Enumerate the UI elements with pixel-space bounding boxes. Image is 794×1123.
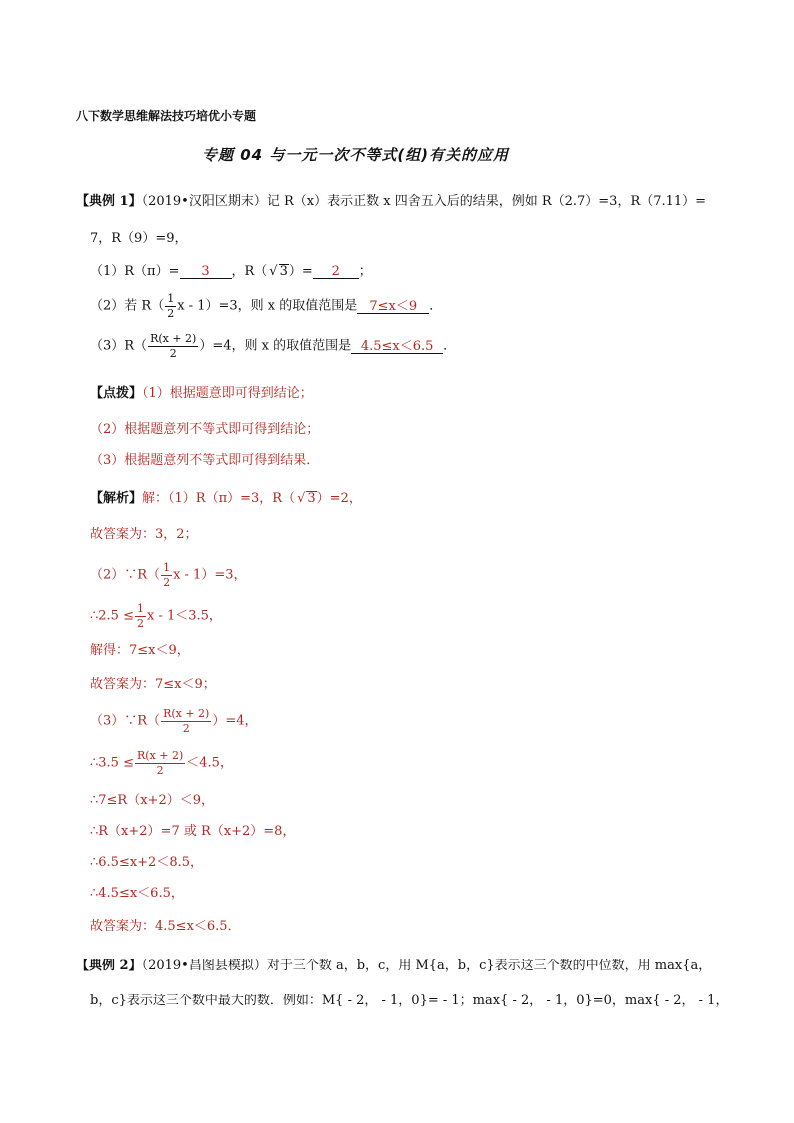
solution-line6: 故答案为：7≤x＜9； — [90, 677, 216, 692]
solution-l7-pre: （3）∵R（ — [90, 713, 161, 729]
solution-l3-fraction — [161, 562, 172, 588]
example1-q1 — [90, 264, 372, 279]
l4-frac-num: 1 — [136, 602, 144, 615]
q1-prefix: （1）R（π）= — [90, 264, 180, 279]
solution-line11: ∴6.5≤x+2＜8.5， — [90, 855, 204, 870]
q2-frac-num: 1 — [167, 292, 175, 305]
solution-line1 — [90, 491, 362, 505]
q1-mid: ，R（ — [231, 264, 268, 279]
hint-line1 — [90, 387, 313, 400]
l7-frac-num: R(x + 2) — [163, 707, 210, 720]
q1-end: ； — [358, 264, 372, 279]
solution-l7-post: ）=4， — [212, 713, 258, 729]
example1-intro: 记 R（x）表示正数 x 四舍五入后的结果，例如 R（2.7）=3，R（7.11）= — [266, 194, 707, 209]
q2-end: ． — [429, 298, 443, 314]
q3-frac-num: R(x + 2) — [150, 332, 197, 345]
l3-frac-num: 1 — [163, 561, 171, 574]
solution-l8-fraction — [135, 750, 185, 776]
solution-l1-pre: 解：（1）R（π）=3，R（ — [142, 491, 296, 506]
q3-answer: 4.5≤x＜6.5 — [351, 340, 443, 354]
hint-line3: （3）根据题意列不等式即可得到结果． — [90, 453, 320, 468]
l8-frac-den: 2 — [156, 763, 164, 777]
q2-frac-den: 2 — [167, 306, 175, 320]
l3-frac-den: 2 — [163, 575, 171, 589]
l8-frac-num: R(x + 2) — [136, 749, 184, 762]
q3-frac-den: 2 — [169, 346, 177, 360]
solution-l1-sqrt: 3 — [307, 491, 316, 506]
solution-line2: 故答案为：3，2； — [90, 527, 198, 542]
solution-l4-post: x - 1＜3.5， — [146, 608, 222, 624]
solution-l7-fraction — [161, 708, 211, 734]
solution-line9: ∴7≤R（x+2）＜9， — [90, 793, 214, 808]
q2-answer: 7≤x＜9 — [357, 300, 429, 314]
solution-line4 — [90, 603, 222, 629]
l4-frac-den: 2 — [136, 616, 144, 630]
example2-text1: 对于三个数 a，b，c，用 M{a，b，c}表示这三个数的中位数，用 max{a， — [266, 959, 712, 972]
q1-sqrt-value: 3 — [279, 264, 288, 279]
q1-answer1: 3 — [180, 265, 232, 279]
sqrt-icon: √ — [269, 264, 278, 279]
solution-line13: 故答案为：4.5≤x＜6.5． — [90, 919, 241, 934]
solution-l4-fraction — [135, 603, 146, 629]
hint-tag: 【点拨】 — [90, 386, 143, 401]
q3-end: ． — [443, 338, 457, 354]
example1-line1 — [76, 195, 706, 208]
q3-after: ）=4，则 x 的取值范围是 — [199, 338, 352, 354]
hint-line2: （2）根据题意列不等式即可得到结论； — [90, 422, 320, 437]
solution-line12: ∴4.5≤x＜6.5， — [90, 886, 184, 901]
solution-l4-pre: ∴2.5 ≤ — [90, 608, 134, 624]
page-title: 专题 04 与一元一次不等式(组)有关的应用 — [202, 146, 510, 164]
solution-line3 — [90, 562, 247, 588]
example2-source: （2019•昌图县模拟） — [141, 959, 267, 972]
q3-fraction — [148, 333, 198, 359]
solution-l1-post: ）=2， — [316, 491, 362, 506]
example1-q3 — [90, 333, 456, 359]
solution-l3-pre: （2）∵R（ — [90, 567, 161, 583]
solution-l8-pre: ∴3.5 ≤ — [90, 755, 134, 771]
example2-tag: 【典例 2】 — [76, 959, 142, 972]
q2-fraction — [165, 293, 176, 319]
hint-text1: （1）根据题意即可得到结论； — [142, 386, 313, 401]
solution-line10: ∴R（x+2）=7 或 R（x+2）=8， — [90, 824, 296, 839]
sqrt-icon: √ — [297, 491, 306, 506]
example1-source: （2019•汉阳区期末） — [141, 194, 267, 209]
series-header: 八下数学思维解法技巧培优小专题 — [76, 109, 257, 123]
q3-prefix: （3）R（ — [90, 338, 148, 354]
q2-after: x - 1）=3，则 x 的取值范围是 — [177, 298, 358, 314]
example1-q2 — [90, 293, 442, 319]
solution-line8 — [90, 750, 233, 776]
example2-line1 — [76, 959, 736, 972]
example2-line2: b，c}表示这三个数中最大的数．例如：M{ - 2， - 1，0}= - 1；max{ - 2， - 1，0}=0，max{ - 2， - 1， — [90, 994, 729, 1007]
example1-intro2: 7，R（9）=9， — [90, 231, 188, 246]
solution-line7 — [90, 708, 258, 734]
l7-frac-den: 2 — [182, 721, 190, 735]
solution-l3-post: x - 1）=3， — [173, 567, 247, 583]
solution-l8-post: ＜4.5， — [186, 755, 233, 771]
q1-answer2: 2 — [313, 265, 359, 279]
q2-prefix: （2）若 R（ — [90, 298, 165, 314]
q1-mid2: ）= — [288, 264, 313, 279]
solution-tag: 【解析】 — [90, 491, 143, 506]
solution-line5: 解得：7≤x＜9， — [90, 643, 190, 658]
example1-tag: 【典例 1】 — [76, 194, 142, 209]
